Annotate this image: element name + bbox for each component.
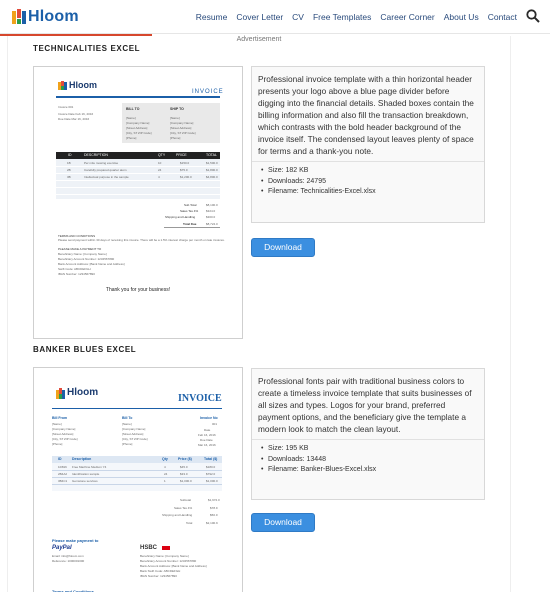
nav-about-us[interactable]: About Us	[443, 12, 479, 22]
nav-contact[interactable]: Contact	[487, 12, 517, 22]
preview-invoice-heading: INVOICE	[192, 89, 224, 95]
download-button[interactable]: Download	[251, 513, 315, 532]
preview-col-qty: Qty	[162, 457, 168, 461]
logo-text: Hloom	[28, 8, 79, 25]
preview-bill-to: Bill To	[122, 416, 133, 420]
site-logo[interactable]	[12, 8, 79, 26]
preview-thanks: Thank you for your business!	[105, 287, 171, 293]
main-nav	[196, 12, 517, 22]
preview-col-total: TOTAL	[206, 153, 217, 157]
preview-pay-note: Please make payment to	[52, 538, 99, 543]
template-description: Professional fonts pair with traditional business colors to create a timeless invoice template that suits businesses of all sizes and types. Logos for your brand, preferred payment options, and the beneficiary give the template a modern look to match the clean layout.	[258, 376, 472, 434]
nav-cover-letter[interactable]: Cover Letter	[236, 12, 284, 22]
preview-col-description: Description	[72, 457, 92, 461]
file-size: • Size: 195 KB	[258, 444, 478, 455]
file-name: • Filename: Banker-Blues-Excel.xlsx	[258, 465, 478, 476]
preview-paypal-logo: PayPal	[52, 545, 72, 551]
preview-hsbc-logo: HSBC	[140, 545, 158, 551]
template-description-box	[251, 368, 485, 500]
content-border-left	[7, 36, 8, 592]
template-meta-list	[252, 162, 484, 203]
preview-col-price: PRICE	[176, 153, 187, 157]
template-preview[interactable]	[33, 367, 243, 592]
search-icon[interactable]	[526, 9, 540, 23]
preview-col-price: Price ($)	[178, 457, 192, 461]
file-size: • Size: 182 KB	[258, 166, 478, 177]
download-button[interactable]: Download	[251, 238, 315, 257]
template-description: Professional invoice template with a thin horizontal header presents your logo above a blue page divider before digging into the financial details. Shaded boxes contain the billing information and also fill the transaction breakdown, which contrasts with the bold header background of the invoice itself. The condensed layout leaves plenty of space for terms and a thank-you note.	[258, 74, 474, 156]
preview-logo-text: Hloom	[69, 80, 97, 90]
invoice-preview-technicalities: Hloom INVOICE Invoice 001 Invoice Date Feb 16, 2016 Due Date Mar 16, 2016 BILL TO SHIP TO [Name] [Company Name] [Street Address] [City, ST ZIP Code] [Phone] [Name] [Company Name] [Street Address] [City, ST ZIP Code] [Phone] ID DESCRIPTION QTY PRICE TOTAL 1B Per mile mowing exercise 10 $150.0 $1,500.0 2B Carefully prepared quarter atom 24 $75.0 $1,800.0 3B Intellectual purpose in the sample 4 $1,200.0 $4,800.0 Sub Total $8,100.0 Sales Tax 4% $324.0 Shipping and Handling $300.0 Total Due $8,724.0 TERMS AND CONDITIONS Please send payment within 30 days of receiving this invoice. There will be a 1.5% interest charge per month on late invoices. PLEASE MAKE A PAYMENT TO Beneficiary Name: [Company Name] Beneficiary Account Number: 1234567890 Bank Account Address: [Bank Name and Address] Swift Code: ABCDEFGH IBAN Number: 1234567890 Thank you for your business!	[34, 67, 242, 338]
preview-ship-to: SHIP TO	[170, 107, 184, 111]
preview-col-description: DESCRIPTION	[84, 153, 108, 157]
template-title: TECHNICALITIES EXCEL	[33, 44, 141, 53]
preview-col-qty: QTY	[158, 153, 166, 157]
download-count: • Downloads: 24795	[258, 177, 478, 188]
preview-col-total: Total ($)	[204, 457, 218, 461]
template-meta-list	[252, 440, 484, 481]
preview-col-id: ID	[58, 457, 62, 461]
site-header	[0, 0, 550, 34]
file-name: • Filename: Technicalities-Excel.xlsx	[258, 187, 478, 198]
template-preview[interactable]	[33, 66, 243, 339]
nav-career-corner[interactable]: Career Corner	[380, 12, 435, 22]
template-description-box	[251, 66, 485, 223]
nav-free-templates[interactable]: Free Templates	[312, 12, 372, 22]
preview-terms: Terms and Conditions	[52, 589, 94, 592]
preview-logo-text: Hloom	[67, 387, 99, 398]
preview-col-id: ID	[68, 153, 72, 157]
preview-bill-from: Bill From	[52, 416, 68, 420]
logo-mark-icon	[12, 9, 26, 25]
advertisement-label: Advertisement	[236, 36, 282, 43]
nav-cv[interactable]: CV	[292, 12, 304, 22]
nav-resume[interactable]: Resume	[195, 12, 228, 22]
preview-invoice-no: Invoice No	[200, 416, 218, 420]
invoice-preview-banker-blues: Hloom INVOICE Bill From Bill To Invoice No [Name] [Company Name] [Street Address] [City, ST ZIP Code] [Phone] [Name] [Company Name] [Street Address] [City, ST ZIP Code] [Phone] 001 Date Feb 16, 2016 Due Date Mar 16, 2016 ID Description Qty Price ($) Total ($) 1D816 Free Machine Medium Y4 4 $45.0 $180.0 2B4A2 Identification sample 24 $33.0 $792.0 3B4C1 Gemstone services 1 $1,000.0 $1,000.0 Subtotal $1,972.0 Sales Tax 4% $78.9 Shipping and Handling $50.0 Total $2,100.9 Please make payment to PayPal Email: info@hloom.com Reference: 1000001000 HSBC Beneficiary Name: [Company Name] Beneficiary Account Number: 1234567890 Bank Account Address: [Bank Name and Address] Bank Swift Code: ABCDEFGH IBAN Number: 1234567890 Terms and Conditions	[34, 368, 242, 592]
template-title: BANKER BLUES EXCEL	[33, 345, 137, 354]
content-border-right	[510, 36, 511, 592]
download-count: • Downloads: 13448	[258, 455, 478, 466]
preview-invoice-heading: INVOICE	[178, 393, 222, 404]
preview-bill-to: BILL TO	[126, 107, 140, 111]
